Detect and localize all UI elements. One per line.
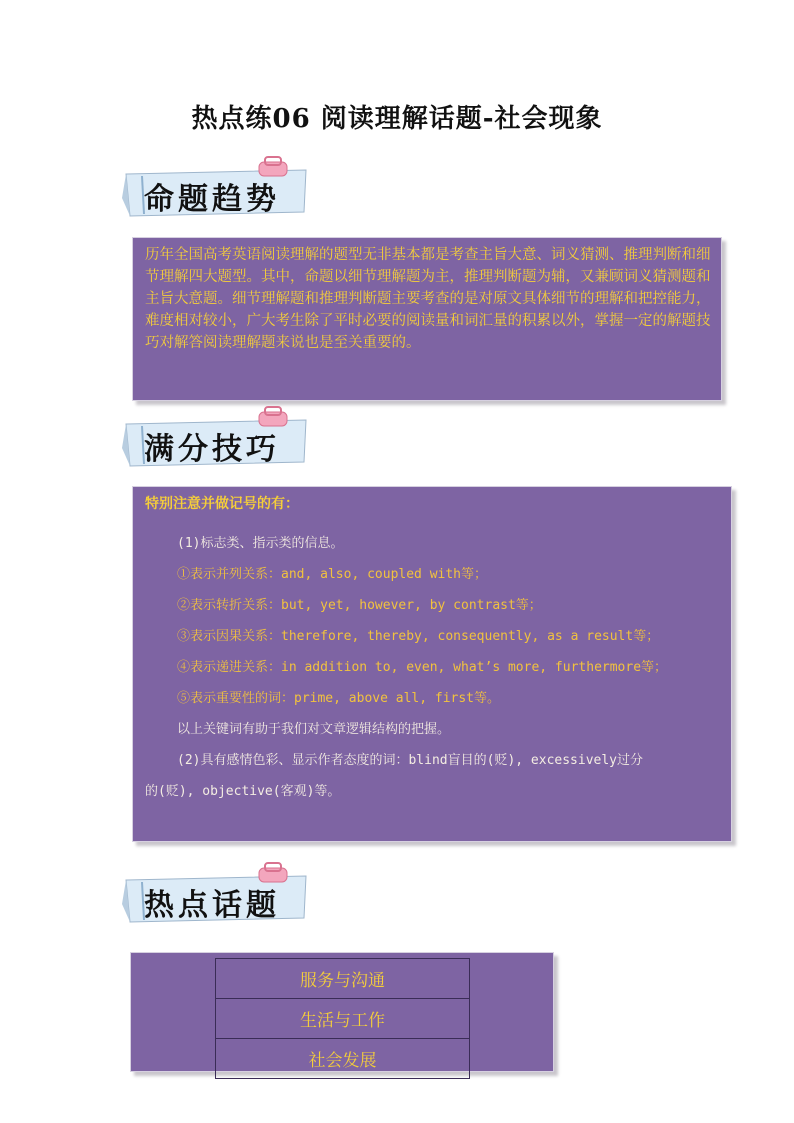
section-label: 热点话题 — [144, 888, 280, 923]
skills-line: (2)具有感情色彩、显示作者态度的词：blind盲目的(贬), excessively过分 — [177, 753, 644, 768]
table-row — [216, 959, 470, 999]
skills-line: ⑤表示重要性的词：prime, above all, first等。 — [177, 691, 501, 706]
skills-line: 以上关键词有助于我们对文章逻辑结构的把握。 — [177, 722, 451, 737]
topic-cell: 服务与沟通 — [216, 959, 470, 999]
page-title: 热点练06 阅读理解话题-社会现象 — [191, 104, 603, 134]
topics-table — [215, 958, 470, 1079]
table-row — [216, 1039, 470, 1079]
topic-cell: 生活与工作 — [216, 999, 470, 1039]
skills-heading: 特别注意并做记号的有： — [145, 496, 299, 512]
section-header-skills — [120, 412, 315, 472]
section-header-trend — [120, 162, 315, 222]
trend-text: 历年全国高考英语阅读理解的题型无非基本都是考查主旨大意、词义猜测、推理判断和细节理解四大题型。其中，命题以细节理解题为主，推理判断题为辅，又兼顾词义猜测题和主旨大意题。细节理解题和推理判断题主要考查的是对原文具体细节的理解和把控能力，难度相对较小，广大考生除了平时必要的阅读量和词汇量的积累以外，掌握一定的解题技巧对解答阅读理解题来说也是至关重要的。 — [145, 247, 711, 351]
skills-line: ①表示并列关系：and, also, coupled with等； — [177, 567, 488, 582]
skills-line: (1)标志类、指示类的信息。 — [177, 536, 344, 551]
skills-line: 的(贬), objective(客观)等。 — [145, 784, 341, 799]
skills-box — [132, 486, 732, 842]
section-label: 命题趋势 — [144, 182, 280, 217]
skills-line: ③表示因果关系：therefore, thereby, consequently, as a result等； — [177, 629, 660, 644]
topics-box — [130, 952, 554, 1072]
trend-box — [132, 237, 722, 401]
table-row — [216, 999, 470, 1039]
topic-cell: 社会发展 — [216, 1039, 470, 1079]
skills-line: ④表示递进关系：in addition to, even, what’s more, furthermore等； — [177, 660, 668, 675]
section-header-topics — [120, 868, 315, 928]
skills-line: ②表示转折关系：but, yet, however, by contrast等； — [177, 598, 542, 613]
section-label: 满分技巧 — [144, 432, 280, 467]
